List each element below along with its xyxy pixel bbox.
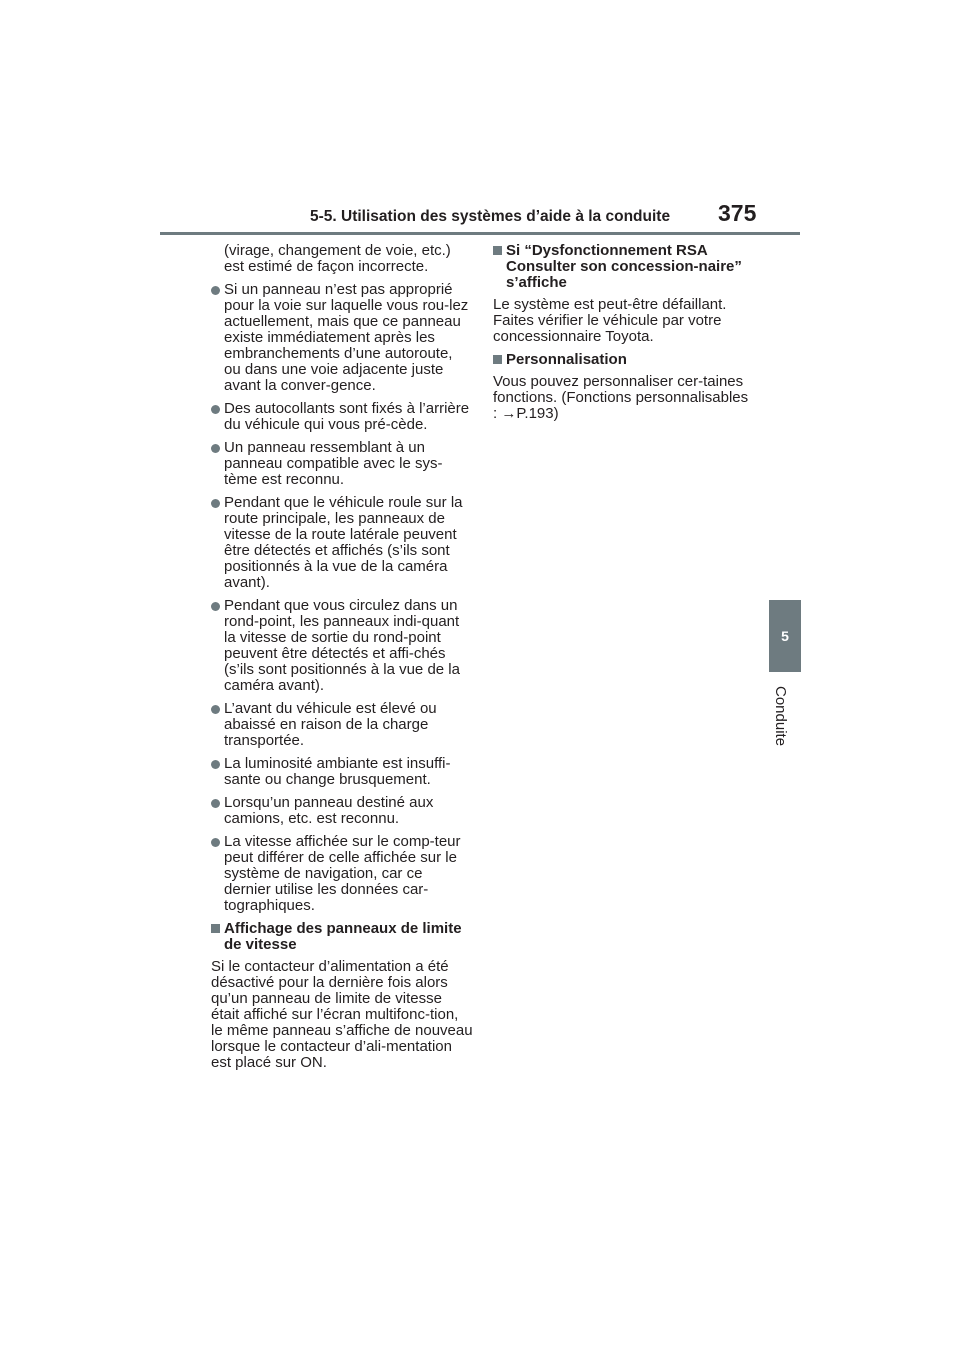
- list-item: [211, 440, 473, 488]
- section-body: Vous pouvez personnaliser cer-taines fonctions. (Fonctions personnalisables : →P.193): [493, 373, 749, 422]
- list-item: [211, 401, 473, 433]
- right-column: [493, 243, 755, 429]
- bullet-circle-icon: [211, 286, 220, 295]
- bullet-circle-icon: [211, 799, 220, 808]
- list-item: [211, 834, 473, 914]
- bullet-circle-icon: [211, 705, 220, 714]
- list-item-text: Lorsqu’un panneau destiné aux camions, etc. est reconnu.: [224, 794, 434, 827]
- list-item: [211, 495, 473, 591]
- list-item-text: Pendant que le véhicule roule sur la route principale, les panneaux de vitesse de la route latérale peuvent être détectés et affichés (s’ils sont positionnés à la vue de la caméra avant).: [224, 494, 463, 591]
- list-item: [211, 598, 473, 694]
- section-heading-text: Affichage des panneaux de limite de vitesse: [224, 920, 462, 953]
- section-heading-text: Personnalisation: [506, 351, 627, 368]
- page-number: 375: [718, 200, 757, 226]
- bullet-circle-icon: [211, 405, 220, 414]
- section-heading: [211, 921, 473, 953]
- section-heading: [493, 243, 755, 291]
- bullet-circle-icon: [211, 499, 220, 508]
- list-item-text: Si un panneau n’est pas approprié pour la voie sur laquelle vous rou-lez actuellement, mais que ce panneau existe immédiatement après les embranchements d’une autoroute, ou dans une voie adjacente juste avant la conver-gence.: [224, 281, 469, 394]
- list-item: [211, 795, 473, 827]
- list-item-text: La vitesse affichée sur le comp-teur peut différer de celle affichée sur le système de navigation, car ce dernier utilise les données car-tographiques.: [224, 833, 461, 914]
- chapter-number: 5: [781, 628, 789, 644]
- bullet-circle-icon: [211, 602, 220, 611]
- bullet-circle-icon: [211, 760, 220, 769]
- section-title: 5-5. Utilisation des systèmes d’aide à la conduite: [310, 208, 671, 225]
- section-heading: [493, 352, 755, 368]
- heading-square-icon: [211, 924, 220, 933]
- heading-square-icon: [493, 246, 502, 255]
- list-item-text: Des autocollants sont fixés à l’arrière du véhicule qui vous pré-cède.: [224, 400, 470, 433]
- continuation-text: (virage, changement de voie, etc.) est estimé de façon incorrecte.: [224, 242, 451, 275]
- list-item: [211, 282, 473, 394]
- list-item: [211, 701, 473, 749]
- chapter-tab: [769, 600, 801, 672]
- bullet-circle-icon: [211, 838, 220, 847]
- left-column: [211, 243, 473, 1078]
- header-divider: [160, 232, 800, 235]
- heading-square-icon: [493, 355, 502, 364]
- section-body: Le système est peut-être défaillant. Faites vérifier le véhicule par votre concessionnaire Toyota.: [493, 296, 727, 345]
- list-item-text: Un panneau ressemblant à un panneau compatible avec le sys-tème est reconnu.: [224, 439, 443, 488]
- chapter-label: Conduite: [772, 686, 789, 747]
- bullet-circle-icon: [211, 444, 220, 453]
- section-heading-text: Si “Dysfonctionnement RSA Consulter son concession-naire” s’affiche: [506, 242, 742, 291]
- list-item-text: La luminosité ambiante est insuffi-sante ou change brusquement.: [224, 755, 451, 788]
- list-item-text: Pendant que vous circulez dans un rond-point, les panneaux indi-quant la vitesse de sortie du rond-point peuvent être détectés et affi-chés (s’ils sont positionnés à la vue de la caméra avant).: [224, 597, 460, 694]
- list-item-text: L’avant du véhicule est élevé ou abaissé en raison de la charge transportée.: [224, 700, 437, 749]
- section-body: Si le contacteur d’alimentation a été désactivé pour la dernière fois alors qu’un panneau de limite de vitesse était affiché sur l’écran multifonc-tion, le même panneau s’affiche de nouveau lorsque le contacteur d’ali-mentation est placé sur ON.: [211, 958, 473, 1071]
- list-item: [211, 756, 473, 788]
